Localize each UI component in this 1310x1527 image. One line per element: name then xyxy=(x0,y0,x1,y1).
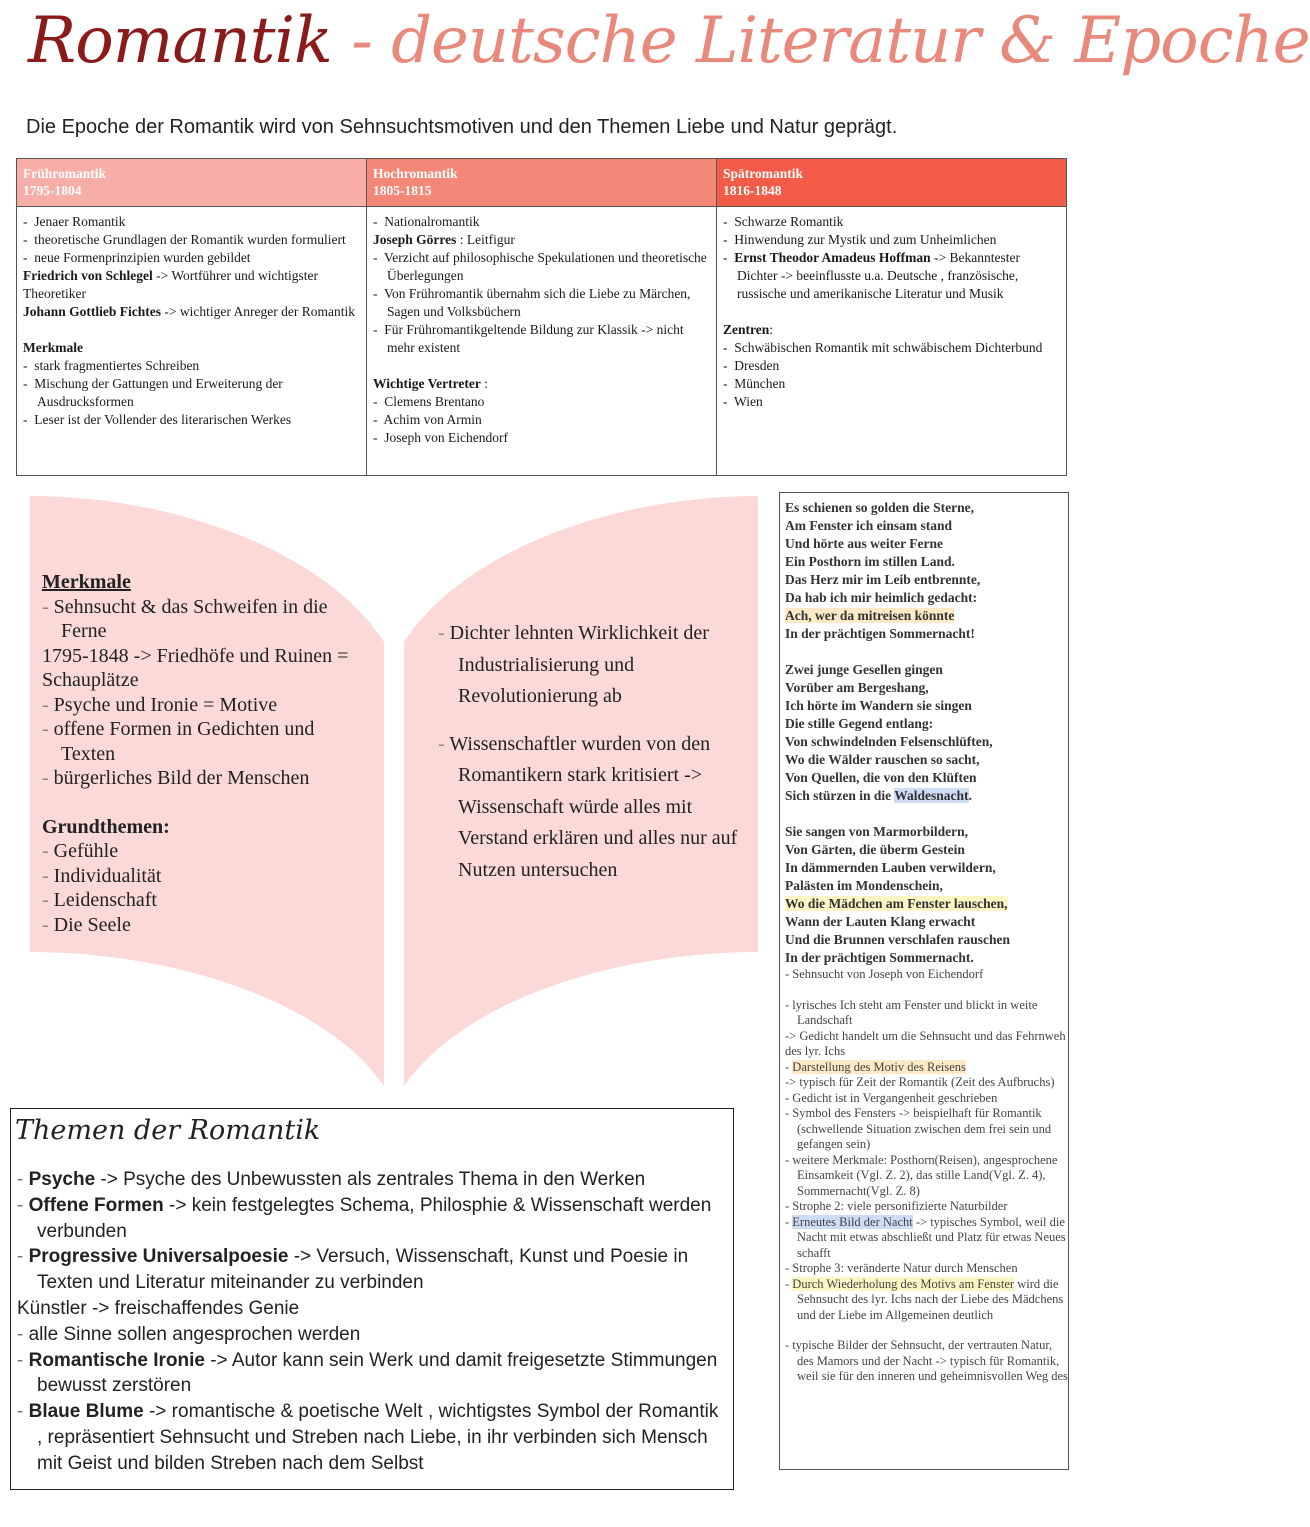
merkmale-list xyxy=(42,595,372,791)
theme-term: Romantische Ironie xyxy=(28,1349,205,1371)
theme-term: Psyche xyxy=(28,1169,96,1190)
poem-line xyxy=(785,895,1068,913)
grundthema-item: - Individualität xyxy=(42,864,372,889)
note-item: - typische Bilder der Sehnsucht, der vertrauten Natur, des Mamors und der Nacht -> typisch für Romantik, weil sie für den inneren und geheimnisvollen Weg des xyxy=(785,1338,1068,1385)
book-illustration xyxy=(26,492,762,1092)
highlight: Wo die Mädchen am Fenster lauschen, xyxy=(785,896,1008,911)
poem-line: Das Herz mir im Leib entbrennte, xyxy=(785,572,981,587)
bold-term: Wichtige Vertreter xyxy=(373,376,481,391)
poem-line: Es schienen so golden die Sterne, xyxy=(785,500,975,515)
poem-line: Sie sangen von Marmorbildern, xyxy=(785,824,969,839)
stanza-gap xyxy=(785,805,1068,823)
spacer xyxy=(723,303,1060,321)
highlight: Waldesnacht xyxy=(894,788,969,803)
note-item: -> typisch für Zeit der Romantik (Zeit des Aufbruchs) xyxy=(785,1075,1055,1089)
poem-line: Vorüber am Bergeshang, xyxy=(785,680,929,695)
poem-line: Palästen im Mondenschein, xyxy=(785,878,943,893)
book-right-item: - Dichter lehnten Wirklichkeit der Industrialisierung und Revolutionierung ab xyxy=(438,618,738,713)
grundthema-item: - Leidenschaft xyxy=(42,888,372,913)
note-item: - Strophe 2: viele personifizierte Naturbilder xyxy=(785,1199,1068,1215)
epoch-line: Joseph Görres : Leitfigur xyxy=(373,232,515,247)
stanza-gap xyxy=(785,643,1068,661)
spacer xyxy=(373,357,710,375)
theme-item: Künstler -> freischaffendes Genie xyxy=(17,1297,300,1319)
epoch-line: - Achim von Armin xyxy=(373,411,710,429)
epoch-line: Wichtige Vertreter : xyxy=(373,376,488,391)
epoch-line: - Jenaer Romantik xyxy=(23,213,360,231)
spacer xyxy=(23,321,360,339)
poem-box xyxy=(779,492,1069,1470)
poem-line: Ich hörte im Wandern sie singen xyxy=(785,698,972,713)
bold-term: Ernst Theodor Amadeus Hoffman xyxy=(734,250,931,265)
note-item: - Durch Wiederholung des Motivs am Fenster wird die Sehnsucht des lyr. Ichs nach der Liebe des Mädchens und der Liebe im Allgemeinen deutlich xyxy=(785,1277,1068,1324)
title-separator: - xyxy=(331,4,392,78)
merkmal-item: - bürgerliches Bild der Menschen xyxy=(42,766,372,791)
poem-line: Wann der Lauten Klang erwacht xyxy=(785,914,976,929)
spacer xyxy=(785,1323,1068,1338)
poem-line: Von Gärten, die überm Gestein xyxy=(785,842,965,857)
highlight: Ach, wer da mitreisen könnte xyxy=(785,608,955,623)
epoch-years: 1805-1815 xyxy=(373,183,432,198)
epoch-line: Friedrich von Schlegel -> Wortführer und wichtigster Theoretiker xyxy=(23,268,322,301)
themes-box xyxy=(10,1108,734,1490)
merkmale-heading: Merkmale xyxy=(42,571,131,593)
epoch-line: - Ernst Theodor Amadeus Hoffman -> Bekanntester Dichter -> beeinflusste u.a. Deutsche , französische, russische und amerikanische Literatur und Musik xyxy=(723,249,1060,303)
epoch-line: - Leser ist der Vollender des literarischen Werkes xyxy=(23,411,360,429)
epoch-body xyxy=(367,207,716,447)
theme-item: - Romantische Ironie -> Autor kann sein Werk und damit freigesetzte Stimmungen bewusst zerstören xyxy=(17,1348,727,1400)
note-item: -> Gedicht handelt um die Sehnsucht und das Fehrnweh des lyr. Ichs xyxy=(785,1028,1066,1058)
page-title xyxy=(28,4,1310,100)
epoch-column xyxy=(17,159,367,475)
note-item: - Erneutes Bild der Nacht -> typisches Symbol, weil die Nacht mit etwas abschließt und Platz für etwas Neues schafft xyxy=(785,1215,1068,1262)
epoch-line: - Mischung der Gattungen und Erweiterung der Ausdrucksformen xyxy=(23,375,360,411)
note-item: - Strophe 3: veränderte Natur durch Menschen xyxy=(785,1261,1068,1277)
note-item xyxy=(785,1060,1068,1076)
note-item: - weitere Merkmale: Posthorn(Reisen), angesprochene Einsamkeit (Vgl. Z. 2), das stille Land(Vgl. Z. 4), Sommernacht(Vgl. Z. 8) xyxy=(785,1153,1068,1200)
epoch-line: - neue Formenprinzipien wurden gebildet xyxy=(23,249,360,267)
book-right-item: - Wissenschaftler wurden von den Romantikern stark kritisiert -> Wissenschaft würde alles mit Verstand erklären und alles nur auf Nutzen untersuchen xyxy=(438,729,738,887)
poem-line: Am Fenster ich einsam stand xyxy=(785,518,952,533)
epoch-line: - Dresden xyxy=(723,357,1060,375)
epoch-line: - stark fragmentiertes Schreiben xyxy=(23,357,360,375)
merkmal-item: - offene Formen in Gedichten und Texten xyxy=(42,717,372,766)
book-left-content xyxy=(42,570,372,937)
note-item: - Symbol des Fensters -> beispielhaft für Romantik (schwellende Situation zwischen dem frei sein und gefangen sein) xyxy=(785,1106,1068,1153)
epoch-years: 1816-1848 xyxy=(723,183,782,198)
poem-line: Von schwindelnden Felsenschlüften, xyxy=(785,734,993,749)
theme-item: - Blaue Blume -> romantische & poetische Welt , wichtigstes Symbol der Romantik , repräsentiert Sehnsucht und Streben nach Liebe, in ihr verbinden sich Mensch mit Geist und bilden Streben nach dem Selbst xyxy=(17,1399,727,1476)
highlight: Darstellung des Motiv des Reisens xyxy=(792,1059,966,1074)
epoch-column xyxy=(367,159,717,475)
theme-term: Progressive Universalpoesie xyxy=(28,1246,289,1268)
spacer xyxy=(785,983,1068,998)
poem-line: In der prächtigen Sommernacht. xyxy=(785,950,974,965)
epoch-line: - Für Frühromantikgeltende Bildung zur Klassik -> nicht mehr existent xyxy=(373,321,710,357)
theme-term: Offene Formen xyxy=(28,1194,164,1216)
book-right-content xyxy=(438,618,738,902)
epoch-line: - Verzicht auf philosophische Spekulationen und theoretische Überlegungen xyxy=(373,249,710,285)
epoch-line: - Joseph von Eichendorf xyxy=(373,429,710,447)
poem-line xyxy=(785,607,1068,625)
theme-item: - Progressive Universalpoesie -> Versuch, Wissenschaft, Kunst und Poesie in Texten und Literatur miteinander zu verbinden xyxy=(17,1244,727,1296)
epoch-line: - Wien xyxy=(723,393,1060,411)
note-item: - Gedicht ist in Vergangenheit geschrieben xyxy=(785,1091,1068,1107)
theme-item: - Psyche -> Psyche des Unbewussten als zentrales Thema in den Werken xyxy=(17,1167,727,1193)
epoch-name: Spätromantik xyxy=(723,166,804,181)
note-item: - Sehnsucht von Joseph von Eichendorf xyxy=(785,967,1068,983)
epoch-name: Hochromantik xyxy=(373,166,458,181)
themes-list xyxy=(17,1167,727,1477)
merkmal-item: - Sehnsucht & das Schweifen in die Ferne xyxy=(42,595,372,644)
epoch-line xyxy=(23,339,360,357)
epoch-name: Frühromantik xyxy=(23,166,107,181)
poem-line: In der prächtigen Sommernacht! xyxy=(785,626,975,641)
epoch-line: - theoretische Grundlagen der Romantik wurden formuliert xyxy=(23,231,360,249)
merkmal-item: - Psyche und Ironie = Motive xyxy=(42,693,372,718)
themes-title: Themen der Romantik xyxy=(15,1115,321,1146)
poem-line: Und die Brunnen verschlafen rauschen xyxy=(785,932,1011,947)
highlight: Durch Wiederholung des Motivs am Fenster xyxy=(792,1276,1015,1291)
poem-line: Zwei junge Gesellen gingen xyxy=(785,662,943,677)
poem-line: In dämmernden Lauben verwildern, xyxy=(785,860,996,875)
bold-term: Joseph Görres xyxy=(373,232,457,247)
poem-line: Sich stürzen in die Waldesnacht. xyxy=(785,788,972,803)
epoch-table xyxy=(16,158,1067,476)
epoch-header xyxy=(17,159,366,207)
grundthema-item: - Die Seele xyxy=(42,913,372,938)
epoch-line: - Von Frühromantik übernahm sich die Liebe zu Märchen, Sagen und Volksbüchern xyxy=(373,285,710,321)
epoch-line: - Schwarze Romantik xyxy=(723,213,1060,231)
grundthema-item: - Gefühle xyxy=(42,839,372,864)
epoch-line: Johann Gottlieb Fichtes -> wichtiger Anreger der Romantik xyxy=(23,304,355,319)
theme-item: - Offene Formen -> kein festgelegtes Schema, Philosphie & Wissenschaft werden verbunden xyxy=(17,1193,727,1245)
epoch-line: - Nationalromantik xyxy=(373,213,710,231)
theme-item: - alle Sinne sollen angesprochen werden xyxy=(17,1322,727,1348)
epoch-body xyxy=(717,207,1066,411)
merkmal-item: 1795-1848 -> Friedhöfe und Ruinen = Schauplätze xyxy=(42,644,349,691)
theme-term: Blaue Blume xyxy=(28,1401,144,1423)
bold-term: Merkmale xyxy=(23,340,83,355)
epoch-line: Zentren: xyxy=(723,322,774,337)
epoch-line: - Schwäbischen Romantik mit schwäbischem Dichterbund xyxy=(723,339,1060,357)
epoch-column xyxy=(717,159,1066,475)
epoch-line: - München xyxy=(723,375,1060,393)
poem-line: Ein Posthorn im stillen Land. xyxy=(785,554,955,569)
bold-term: Friedrich von Schlegel xyxy=(23,268,153,283)
intro-text: Die Epoche der Romantik wird von Sehnsuchtsmotiven und den Themen Liebe und Natur geprägt. xyxy=(26,116,898,138)
epoch-header xyxy=(367,159,716,207)
title-main: Romantik xyxy=(28,4,332,78)
poem-notes xyxy=(785,967,1068,1385)
poem-line: Und hörte aus weiter Ferne xyxy=(785,536,943,551)
bold-term: Zentren xyxy=(723,322,770,337)
epoch-body xyxy=(17,207,366,429)
bold-term: Johann Gottlieb Fichtes xyxy=(23,304,162,319)
epoch-header xyxy=(717,159,1066,207)
grundthemen-heading: Grundthemen: xyxy=(42,815,170,838)
poem-line: Da hab ich mir heimlich gedacht: xyxy=(785,590,978,605)
highlight: Erneutes Bild der Nacht xyxy=(792,1214,913,1229)
poem-line: Von Quellen, die von den Klüften xyxy=(785,770,977,785)
epoch-years: 1795-1804 xyxy=(23,183,82,198)
epoch-line: - Clemens Brentano xyxy=(373,393,710,411)
poem-line: Wo die Wälder rauschen so sacht, xyxy=(785,752,980,767)
poem-line: Die stille Gegend entlang: xyxy=(785,716,934,731)
title-subtitle: deutsche Literatur & Epoche xyxy=(391,4,1310,78)
grundthemen-list xyxy=(42,839,372,937)
note-item: - lyrisches Ich steht am Fenster und blickt in weite Landschaft xyxy=(785,998,1068,1029)
epoch-line: - Hinwendung zur Mystik und zum Unheimlichen xyxy=(723,231,1060,249)
